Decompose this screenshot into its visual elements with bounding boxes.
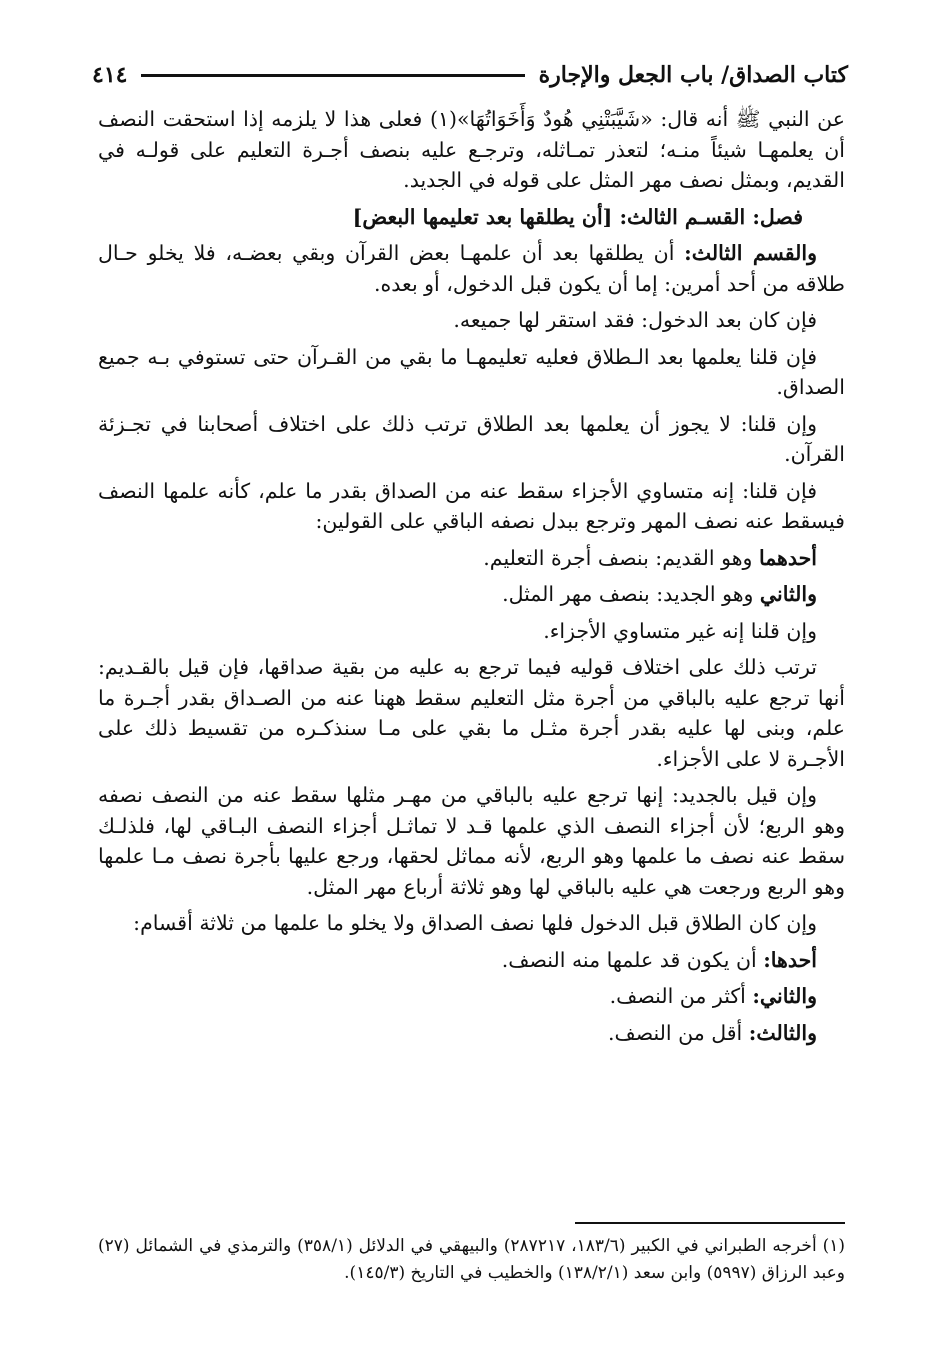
paragraph-lead: والقسم الثالث: bbox=[684, 241, 817, 265]
page-header bbox=[92, 58, 848, 92]
paragraph bbox=[98, 652, 845, 774]
paragraph-text: فإن قلنا يعلمها بعد الـطلاق فعليه تعليمهـا ما بقي من القـرآن حتى تستوفي بـه جميع الصداق. bbox=[98, 344, 845, 399]
paragraph-text: عن النبي ﷺ أنه قال: «شَيَّبَتْنِي هُودٌ وَأَخَوَاتُهَا»(١) فعلى هذا لا يلزمه إذا استحقت النصف أن يعلمهـا شيئاً منـه؛ لتعذر تمـاثله، وترجـع عليه بنصف أجـرة التعليم على قولـه في القديم، وبمثل نصف مهر المثل على قوله في الجديد. bbox=[98, 107, 845, 192]
paragraph-text: أن يكون قد علمها منه النصف. bbox=[501, 947, 764, 972]
paragraph-text: وإن قلنا إنه غير متساوي الأجزاء. bbox=[543, 618, 817, 643]
paragraph bbox=[98, 342, 845, 403]
paragraph-lead: والثاني bbox=[759, 582, 817, 606]
paragraph-text: فإن قلنا: إنه متساوي الأجزاء سقط عنه من الصداق بقدر ما علم، كأنه علمها النصف فيسقط عنه نصف المهر وترجع ببدل نصفه الباقي على القولين: bbox=[98, 478, 845, 533]
paragraph-text: فإن كان بعد الدخول: فقد استقر لها جميعه. bbox=[453, 308, 817, 332]
header-rule bbox=[141, 74, 524, 77]
paragraph bbox=[98, 908, 845, 939]
paragraph bbox=[98, 104, 845, 196]
paragraph-text: وإن كان الطلاق قبل الدخول فلها نصف الصداق ولا يخلو ما علمها من ثلاثة أقسام: bbox=[133, 911, 817, 935]
paragraph-lead: أحدهما bbox=[758, 545, 817, 570]
running-title: كتاب الصداق/ باب الجعل والإجارة bbox=[538, 62, 848, 88]
paragraph-text: ترتب ذلك على اختلاف قوليه فيما ترجع به عليه من بقية صداقها، فإن قيل بالقـديم: أنها ترجع عليه بالباقي من أجرة مثل التعليم سقط ههنا عنه من الصـداق بقدر أجـرة ما علم، وبنى لها عليه بقدر أجرة مثـل ما بقي على مـا سنذكـره من تقسيط ذلك على الأجـرة لا على الأجزاء. bbox=[98, 655, 845, 771]
paragraph bbox=[98, 579, 845, 610]
page-body bbox=[98, 104, 845, 1054]
paragraph-text: أكثر من النصف. bbox=[609, 984, 753, 1008]
paragraph-lead: والثاني: bbox=[752, 984, 817, 1008]
footnote: (١) أخرجه الطبراني في الكبير (١٨٣/٦، ٢٨٧٢١٧) والبيهقي في الدلائل (٣٥٨/١) والترمذي في الشمائل (٢٧) وعبد الرزاق (٥٩٩٧) وابن سعد (١٣٨/٢/١) والخطيب في التاريخ (١٤٥/٣). bbox=[98, 1236, 846, 1283]
page-number: ٤١٤ bbox=[92, 62, 128, 88]
paragraph-text: أن يطلقها بعد أن علمهـا بعض القرآن وبقي بعضـه، فلا يخلو حـال طلاقه من أحد أمرين: إما أن يكون قبل الدخول، أو بعده. bbox=[98, 241, 845, 296]
paragraph-text: وإن قلنا: لا يجوز أن يعلمها بعد الطلاق ترتب ذلك على اختلاف أصحابنا في تجـزئة القرآن. bbox=[98, 411, 845, 466]
paragraph bbox=[98, 476, 845, 537]
paragraph bbox=[98, 409, 845, 470]
footnote-separator bbox=[575, 1222, 845, 1224]
paragraph-lead: والثالث: bbox=[748, 1020, 817, 1045]
paragraph bbox=[98, 1018, 845, 1049]
paragraph-text: وهو القديم: بنصف أجرة التعليم. bbox=[483, 545, 759, 570]
paragraph bbox=[98, 238, 845, 299]
paragraph bbox=[98, 543, 845, 574]
paragraph bbox=[98, 780, 845, 902]
paragraph-lead: أحدها: bbox=[763, 947, 817, 972]
section-heading bbox=[98, 202, 845, 233]
paragraph bbox=[98, 981, 845, 1012]
paragraph bbox=[98, 305, 845, 336]
paragraph bbox=[98, 945, 845, 976]
paragraph bbox=[98, 616, 845, 647]
paragraph-text: وهو الجديد: بنصف مهر المثل. bbox=[502, 582, 760, 606]
paragraph-text: فصل: القسـم الثالث: [أن يطلقها بعد تعليمها البعض] bbox=[352, 204, 803, 229]
paragraph-text: وإن قيل بالجديد: إنها ترجع عليه بالباقي من مهـر مثلها سقط عنه من النصف نصفه وهو الربع؛ لأن أجزاء النصف الذي علمها قـد لا تماثـل أجزاء النصف البـاقي لها، فلذلـك سقط عنه نصف ما علمها وهو الربع، لأنه مماثل لحقها، ورجع عليها بأجرة نصف مـا علمها وهو الربع ورجعت هي عليه بالباقي لها وهو ثلاثة أرباع مهر المثل. bbox=[98, 783, 845, 899]
paragraph-text: أقل من النصف. bbox=[607, 1020, 749, 1045]
